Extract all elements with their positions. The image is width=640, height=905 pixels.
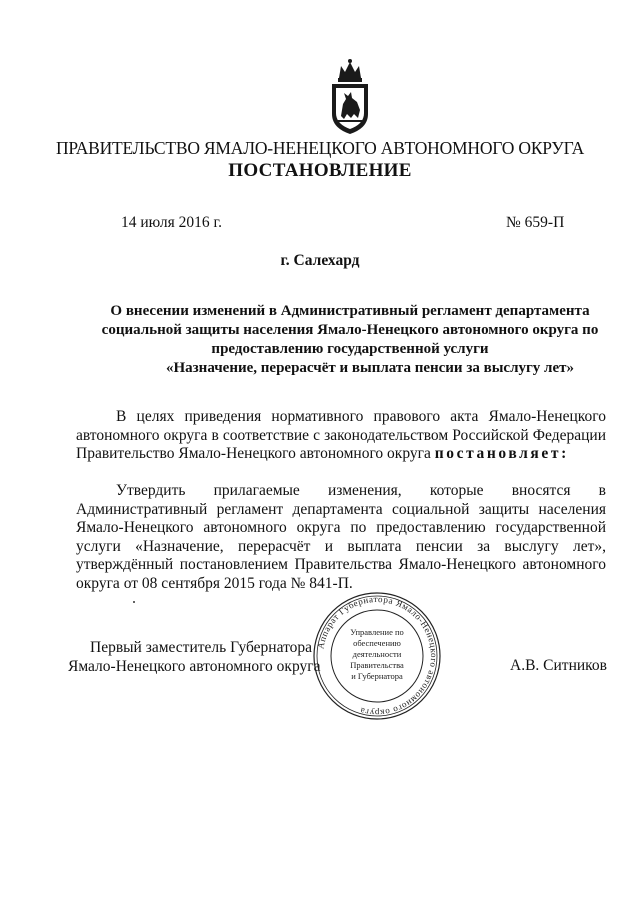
stamp-outer-text: Аппарат Губернатора Ямало-Ненецкого автономного округа (315, 593, 440, 719)
document-city: г. Салехард (280, 252, 360, 269)
document-date: 14 июля 2016 г. (121, 214, 222, 231)
stamp-inner-line: Управление по (350, 627, 404, 637)
stamp-inner-line: и Губернатора (351, 671, 403, 681)
subject-line: предоставлению государственной услуги (211, 341, 489, 357)
official-stamp (312, 591, 442, 721)
stamp-inner-line: деятельности (352, 649, 402, 659)
preamble-paragraph (76, 408, 606, 464)
subject-line: О внесении изменений в Административный регламент департамента (110, 303, 590, 319)
signatory-title-line: Ямало-Ненецкого автономного округа (68, 658, 321, 675)
signatory-name: А.В. Ситников (510, 657, 607, 674)
decree-word: постановляет: (434, 445, 569, 462)
stamp-inner-line: Правительства (350, 660, 404, 670)
preamble-text: В целях приведения нормативного правового акта Ямало-Ненецкого автономного округа в соответствие с законодательством Российской Федерации Правительство Ямало-Ненецкого автономного округа (76, 408, 606, 462)
subject-line: «Назначение, перерасчёт и выплата пенсии за выслугу лет» (165, 360, 574, 376)
document-number: № 659-П (506, 214, 565, 231)
ink-dot (133, 601, 135, 603)
stamp-inner-line: обеспечению (353, 638, 401, 648)
subject-line: социальной защиты населения Ямало-Ненецкого автономного округа по (101, 322, 599, 338)
document-type: ПОСТАНОВЛЕНИЕ (228, 160, 412, 181)
coat-of-arms-icon (327, 58, 373, 136)
document-subject (100, 302, 600, 378)
signatory-title-line: Первый заместитель Губернатора (90, 639, 313, 656)
government-title: ПРАВИТЕЛЬСТВО ЯМАЛО-НЕНЕЦКОГО АВТОНОМНОГО ОКРУГА (55, 138, 585, 158)
decree-paragraph: Утвердить прилагаемые изменения, которые вносятся в Административный регламент департамента социальной защиты населения Ямало-Ненецкого автономного округа по предоставлению государственной услуги «Назначение, перерасчёт и выплата пенсии за выслугу лет», утверждённый постановлением Правительства Ямало-Ненецкого автономного округа от 08 сентября 2015 года № 841-П. (76, 482, 606, 592)
signatory-title (68, 638, 320, 676)
